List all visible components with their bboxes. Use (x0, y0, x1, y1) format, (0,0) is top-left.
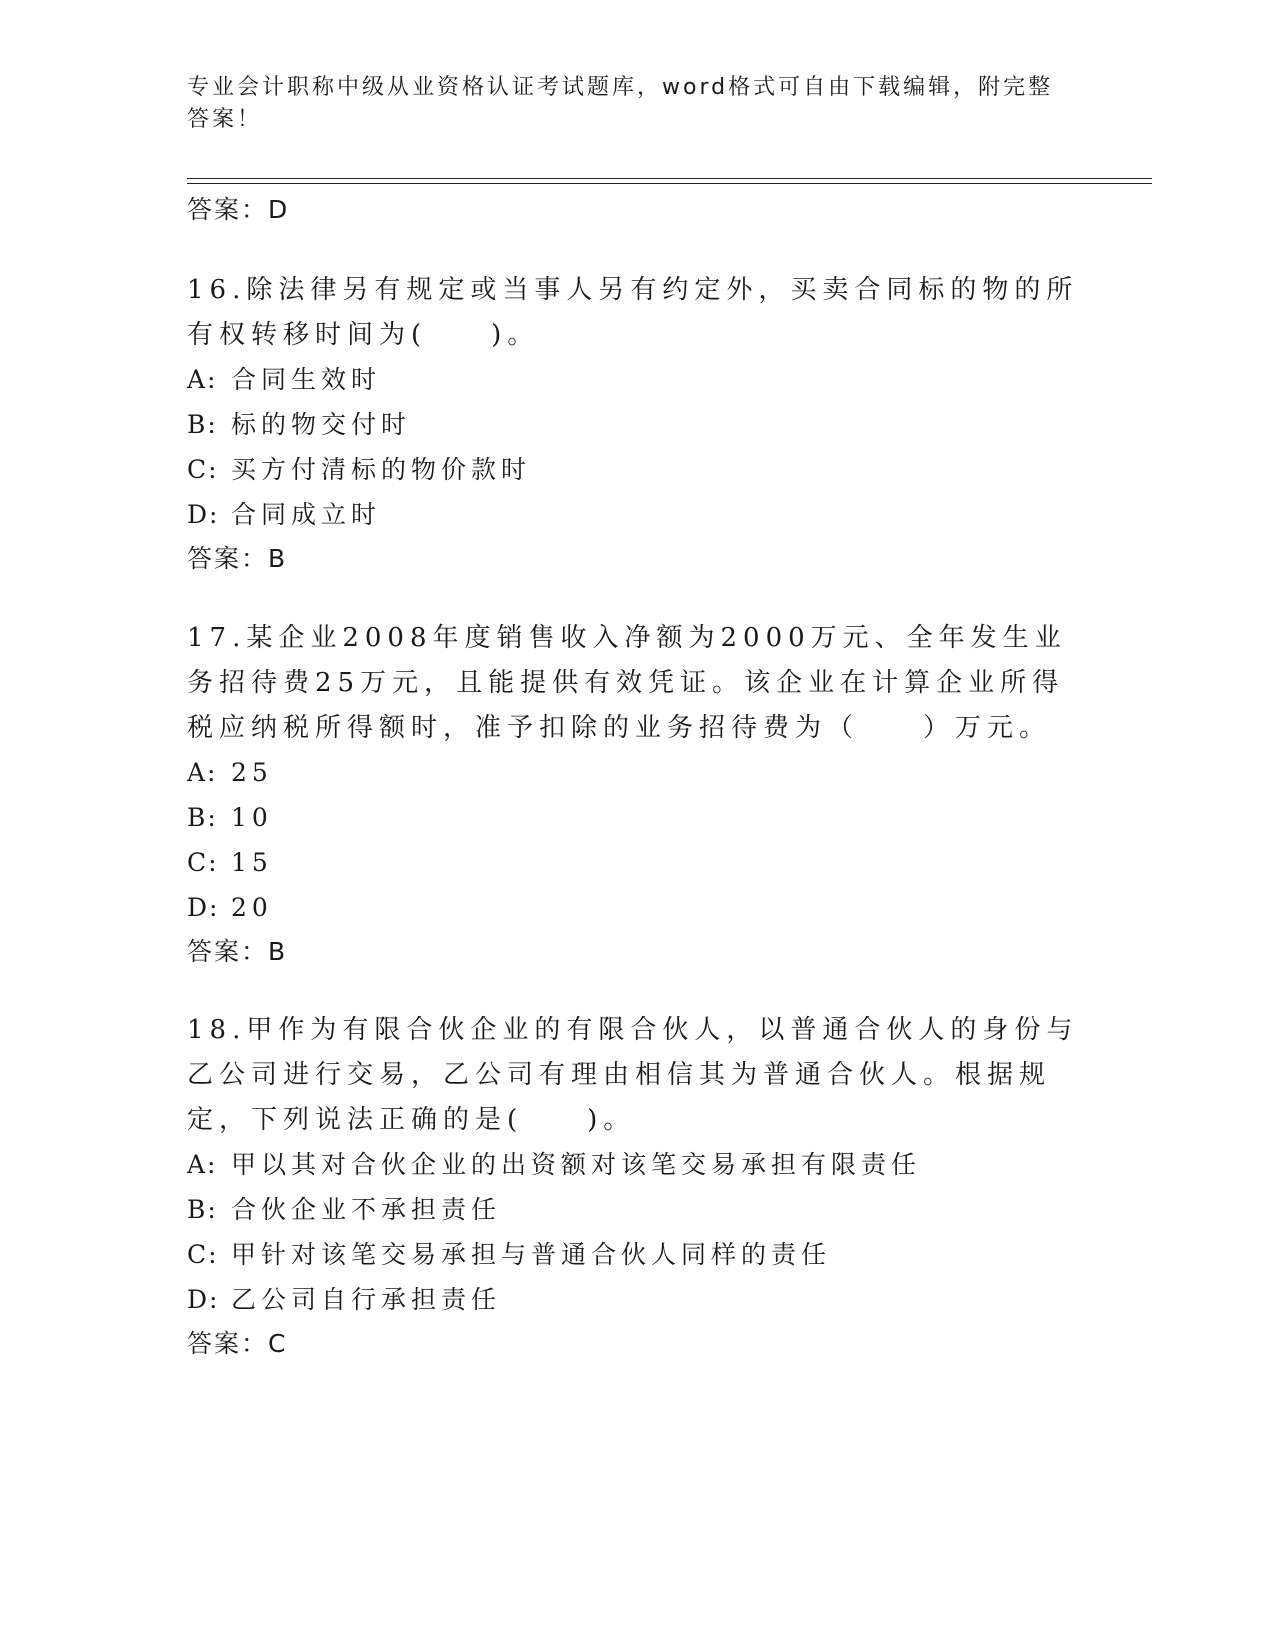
option-c: C: 15 (187, 848, 273, 877)
option-b: B: 合伙企业不承担责任 (187, 1195, 502, 1224)
option-b: B: 10 (187, 803, 273, 832)
option-a: A: 合同生效时 (187, 365, 382, 394)
question-18-options (187, 1142, 1087, 1322)
question-16-options (187, 357, 1087, 537)
page-header-text: 专业会计职称中级从业资格认证考试题库，word格式可自由下载编辑，附完整答案！ (187, 75, 1054, 132)
option-c: C: 甲针对该笔交易承担与普通合伙人同样的责任 (187, 1240, 832, 1269)
answer-16: 答案：B (187, 544, 288, 573)
question-stem: 17.某企业2008年度销售收入净额为2000万元、全年发生业务招待费25万元，且能提供有效凭证。该企业在计算企业所得税应纳税所得额时，准予扣除的业务招待费为（ ）万元。 (187, 623, 1067, 743)
header-divider-top (187, 178, 1152, 179)
question-16 (187, 268, 1087, 358)
question-stem: 16.除法律另有规定或当事人另有约定外，买卖合同标的物的所有权转移时间为( )。 (187, 275, 1079, 350)
question-stem: 18.甲作为有限合伙企业的有限合伙人，以普通合伙人的身份与乙公司进行交易，乙公司有理由相信其为普通合伙人。根据规定，下列说法正确的是( )。 (187, 1015, 1079, 1135)
header-divider-bottom (187, 183, 1152, 184)
answer-17: 答案：B (187, 937, 288, 966)
answer-18: 答案：C (187, 1329, 288, 1358)
option-c: C: 买方付清标的物价款时 (187, 455, 532, 484)
question-18 (187, 1008, 1087, 1143)
option-b: B: 标的物交付时 (187, 410, 412, 439)
option-d: D: 合同成立时 (187, 500, 382, 529)
question-17 (187, 616, 1087, 751)
previous-answer: 答案：D (187, 195, 290, 224)
option-d: D: 乙公司自行承担责任 (187, 1285, 502, 1314)
option-a: A: 25 (187, 758, 273, 787)
option-d: D: 20 (187, 893, 273, 922)
option-a: A: 甲以其对合伙企业的出资额对该笔交易承担有限责任 (187, 1150, 922, 1179)
question-17-options (187, 750, 1087, 930)
